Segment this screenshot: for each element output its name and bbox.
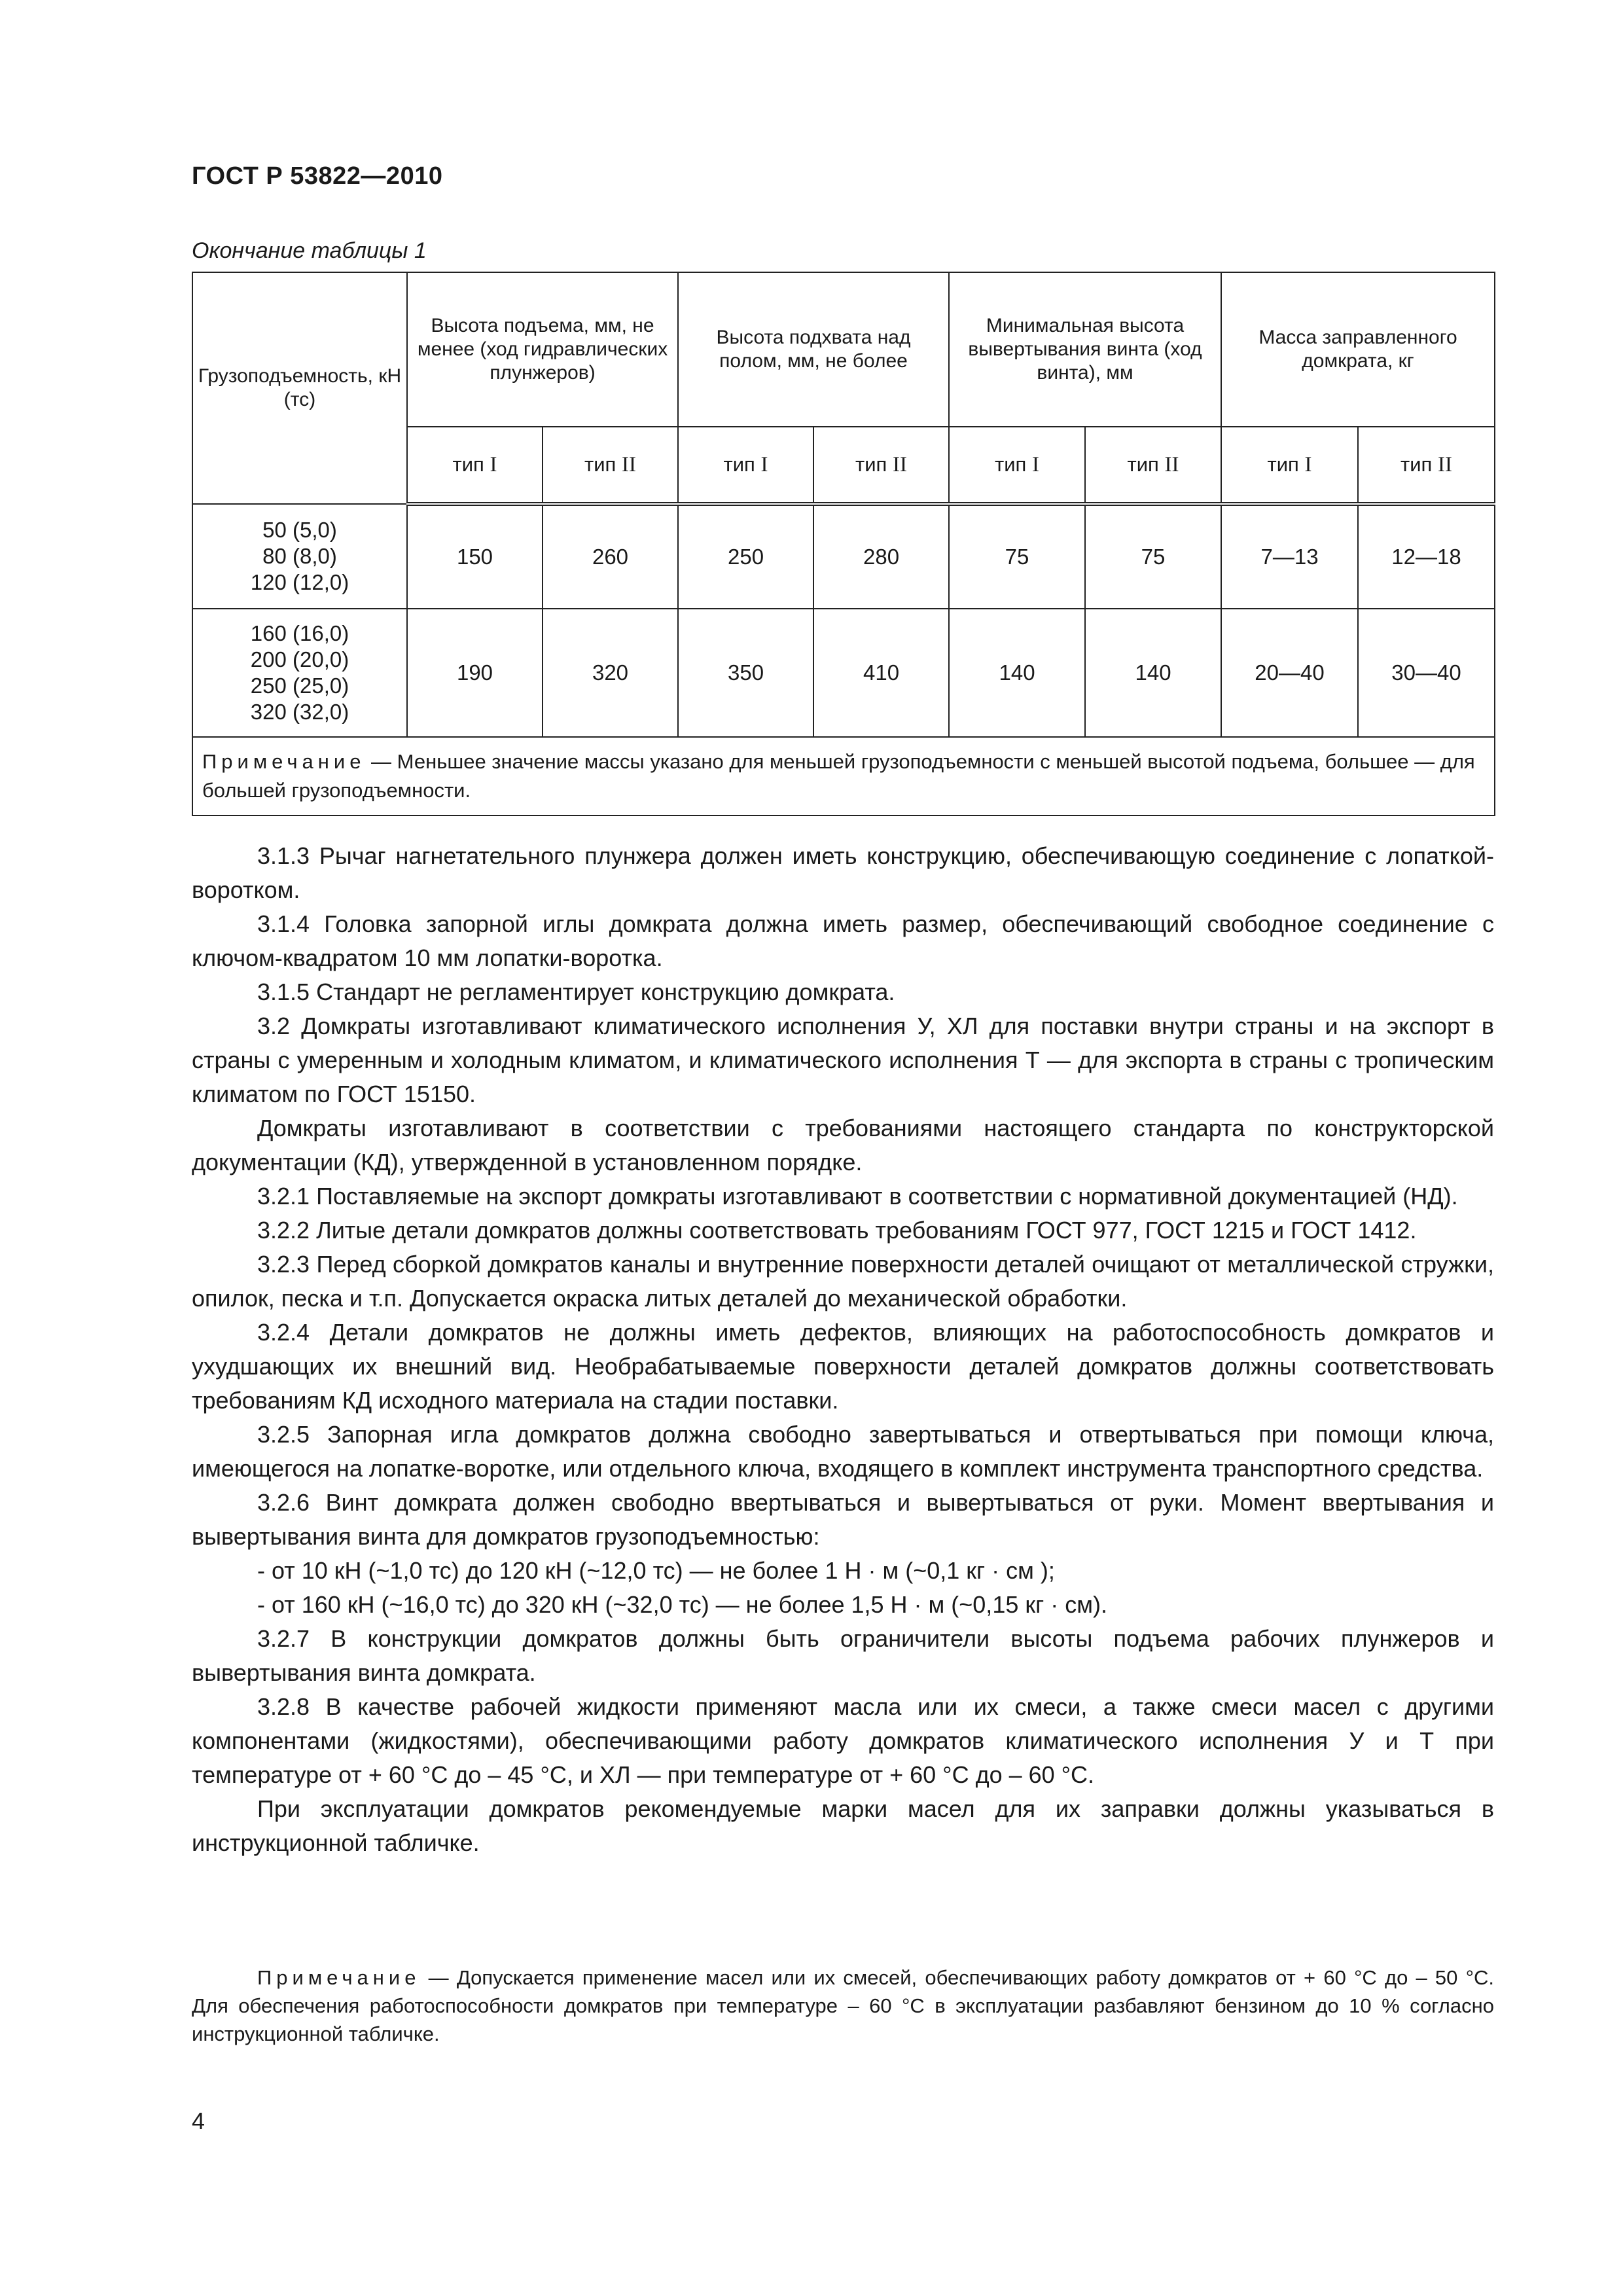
table-note-label: Примечание: [202, 750, 366, 773]
value-cell: 410: [813, 609, 949, 737]
type-roman: II: [621, 453, 636, 476]
type-prefix: тип: [1127, 453, 1159, 476]
paragraph: 3.2.4 Детали домкратов не должны иметь дефектов, влияющих на работоспособность домкратов и ухудшающих их внешний вид. Необрабатываемые поверхности деталей домкратов должны соответствовать требованиям КД исходного материала на стадии поставки.: [192, 1319, 1494, 1414]
paragraph: 3.1.3 Рычаг нагнетательного плунжера должен иметь конструкцию, обеспечивающую соединение с лопаткой-воротком.: [192, 842, 1494, 903]
capacity-line: 50 (5,0): [262, 518, 337, 542]
value-cell: 12—18: [1358, 504, 1495, 609]
header-mass: Масса заправленного домкрата, кг: [1221, 272, 1495, 427]
body-text: [192, 839, 1494, 1860]
type-prefix: тип: [995, 453, 1027, 476]
type-header-ii: [1085, 427, 1221, 504]
document-id: ГОСТ Р 53822—2010: [192, 162, 443, 190]
header-capacity: Грузоподъемность, кН (тс): [192, 272, 407, 504]
type-header-i: [1221, 427, 1358, 504]
capacity-line: 120 (12,0): [250, 570, 349, 594]
page-number: 4: [192, 2108, 205, 2134]
capacity-line: 250 (25,0): [250, 673, 349, 698]
paragraph: 3.2.1 Поставляемые на экспорт домкраты изготавливают в соответствии с нормативной документацией (НД).: [257, 1183, 1458, 1210]
final-note-text: — Допускается применение масел или их смесей, обеспечивающих работу домкратов от + 60 °С до – 50 °С. Для обеспечения работоспособности домкратов при температуре – 60 °С в эксплуатации разбавляют бензином до 10 % согласно инструкционной табличке.: [192, 1966, 1494, 2045]
table-note-text: — Меньшее значение массы указано для меньшей грузоподъемности с меньшей высотой подъема, большее — для большей грузоподъемности.: [202, 750, 1475, 802]
value-cell: 280: [813, 504, 949, 609]
type-roman: II: [892, 453, 907, 476]
header-pickup-height: Высота подхвата над полом, мм, не более: [678, 272, 949, 427]
type-roman: II: [1437, 453, 1452, 476]
table-caption: Окончание таблицы 1: [192, 238, 427, 263]
value-cell: 190: [407, 609, 543, 737]
paragraph: При эксплуатации домкратов рекомендуемые марки масел для их заправки должны указываться в инструкционной табличке.: [192, 1795, 1494, 1856]
type-roman: I: [490, 453, 497, 476]
value-cell: 320: [543, 609, 678, 737]
capacity-line: 160 (16,0): [250, 621, 349, 645]
value-cell: 260: [543, 504, 678, 609]
capacity-cell: [192, 504, 407, 609]
paragraph: 3.2 Домкраты изготавливают климатического исполнения У, ХЛ для поставки внутри страны и на экспорт в страны с умеренным и холодным климатом, и климатического исполнения Т — для экспорта в страны с тропическим климатом по ГОСТ 15150.: [192, 1013, 1494, 1107]
paragraph: 3.2.5 Запорная игла домкратов должна свободно завертываться и отвертываться при помощи ключа, имеющегося на лопатке-воротке, или отдельного ключа, входящего в комплект инструмента транспортного средства.: [192, 1421, 1494, 1482]
type-roman: I: [1031, 453, 1039, 476]
paragraph: - от 160 кН (~16,0 тс) до 320 кН (~32,0 тс) — не более 1,5 Н · м (~0,15 кг · см).: [257, 1591, 1107, 1618]
paragraph: 3.1.5 Стандарт не регламентирует конструкцию домкрата.: [257, 978, 895, 1005]
value-cell: 75: [1085, 504, 1221, 609]
header-lift-height: Высота подъема, мм, не менее (ход гидравлических плунжеров): [407, 272, 678, 427]
type-header-i: [407, 427, 543, 504]
type-header-i: [949, 427, 1085, 504]
capacity-line: 80 (8,0): [262, 544, 337, 568]
paragraph: 3.2.2 Литые детали домкратов должны соответствовать требованиям ГОСТ 977, ГОСТ 1215 и ГОСТ 1412.: [257, 1217, 1417, 1244]
type-roman: I: [1304, 453, 1312, 476]
value-cell: 75: [949, 504, 1085, 609]
type-header-i: [678, 427, 813, 504]
value-cell: 150: [407, 504, 543, 609]
paragraph: - от 10 кН (~1,0 тс) до 120 кН (~12,0 тс) — не более 1 Н · м (~0,1 кг · см );: [257, 1557, 1055, 1584]
type-prefix: тип: [855, 453, 887, 476]
value-cell: 7—13: [1221, 504, 1358, 609]
type-header-ii: [1358, 427, 1495, 504]
paragraph: Домкраты изготавливают в соответствии с требованиями настоящего стандарта по конструкторской документации (КД), утвержденной в установленном порядке.: [192, 1115, 1494, 1175]
paragraph: 3.2.6 Винт домкрата должен свободно ввертываться и вывертываться от руки. Момент ввертывания и вывертывания винта для домкратов грузоподъемностью:: [192, 1489, 1494, 1550]
type-roman: II: [1164, 453, 1179, 476]
specifications-table: [192, 272, 1495, 816]
paragraph: 3.2.7 В конструкции домкратов должны быть ограничители высоты подъема рабочих плунжеров и вывертывания винта домкрата.: [192, 1625, 1494, 1686]
capacity-line: 200 (20,0): [250, 647, 349, 672]
paragraph: 3.2.8 В качестве рабочей жидкости применяют масла или их смеси, а также смеси масел с другими компонентами (жидкостями), обеспечивающими работу домкратов климатического исполнения У и Т при температуре от + 60 °С до – 45 °С, и ХЛ — при температуре от + 60 °С до – 60 °С.: [192, 1693, 1494, 1788]
value-cell: 350: [678, 609, 813, 737]
type-prefix: тип: [1400, 453, 1433, 476]
type-header-ii: [543, 427, 678, 504]
table-note: [192, 737, 1495, 816]
type-prefix: тип: [1267, 453, 1299, 476]
value-cell: 30—40: [1358, 609, 1495, 737]
type-prefix: тип: [584, 453, 616, 476]
value-cell: 140: [949, 609, 1085, 737]
value-cell: 250: [678, 504, 813, 609]
type-roman: I: [760, 453, 768, 476]
type-header-ii: [813, 427, 949, 504]
header-screw-height: Минимальная высота вывертывания винта (ход винта), мм: [949, 272, 1221, 427]
type-prefix: тип: [452, 453, 484, 476]
type-prefix: тип: [723, 453, 755, 476]
final-note-label: Примечание: [257, 1966, 421, 1989]
value-cell: 20—40: [1221, 609, 1358, 737]
capacity-cell: [192, 609, 407, 737]
value-cell: 140: [1085, 609, 1221, 737]
paragraph: 3.2.3 Перед сборкой домкратов каналы и внутренние поверхности деталей очищают от металлической стружки, опилок, песка и т.п. Допускается окраска литых деталей до механической обработки.: [192, 1251, 1494, 1312]
final-note: [192, 1964, 1494, 2048]
paragraph: 3.1.4 Головка запорной иглы домкрата должна иметь размер, обеспечивающий свободное соединение с ключом-квадратом 10 мм лопатки-воротка.: [192, 910, 1494, 971]
capacity-line: 320 (32,0): [250, 700, 349, 724]
